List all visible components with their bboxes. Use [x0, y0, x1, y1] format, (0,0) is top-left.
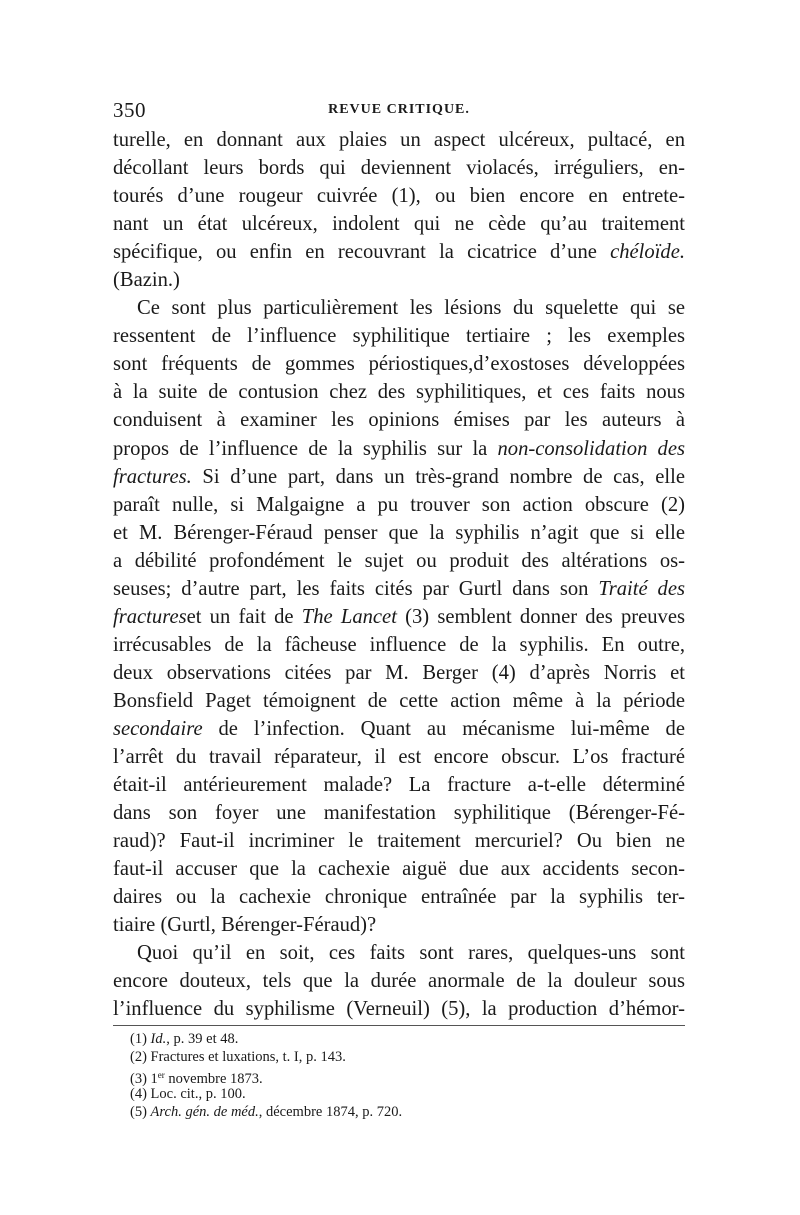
text-line: nant un état ulcéreux, indolent qui ne cède qu’au traitement [113, 213, 685, 236]
text-line: ressentent de l’influence syphilitique tertiaire ; les exemples [113, 325, 685, 348]
italic-term: secondaire [113, 717, 203, 740]
footnote-marker: (3) 1 [130, 1071, 158, 1088]
text-run: et un fait de [186, 605, 302, 628]
text-line: irrécusables de la fâcheuse influence de la syphilis. En outre, [113, 633, 685, 656]
footnote-2: (2) Fractures et luxations, t. I, p. 143. [130, 1049, 346, 1066]
text-line: Quoi qu’il en soit, ces faits sont rares, quelques-uns sont [137, 942, 685, 965]
text-line: Ce sont plus particulièrement les lésions du squelette qui se [137, 297, 685, 320]
running-title: REVUE CRITIQUE. [328, 102, 470, 117]
text-line: tiaire (Gurtl, Bérenger-Féraud)? [113, 914, 377, 937]
page-header [113, 98, 685, 122]
text-line: décollant leurs bords qui deviennent violacés, irréguliers, en- [113, 157, 685, 180]
text-line: l’arrêt du travail réparateur, il est encore obscur. L’os fracturé [113, 746, 685, 769]
text-line: dans son foyer une manifestation syphilitique (Bérenger-Fé- [113, 802, 685, 825]
italic-term: fractures [113, 605, 187, 628]
text-line: raud)? Faut-il incriminer le traitement mercuriel? Ou bien ne [113, 830, 685, 853]
italic-term: Id. [150, 1031, 167, 1047]
text-line: daires ou la cachexie chronique entraînée par la syphilis ter- [113, 886, 685, 909]
italic-term: The Lancet [301, 605, 397, 628]
text-run: Si d’une part, dans un très-grand nombre de cas, elle [191, 465, 685, 488]
body-text [113, 126, 685, 1024]
text-run: (3) semblent donner des preuves [396, 605, 685, 628]
text-line: et M. Bérenger-Féraud penser que la syphilis n’agit que si elle [113, 521, 685, 544]
text-line: sont fréquents de gommes périostiques,d’exostoses développées [113, 353, 685, 376]
text-line: à la suite de contusion chez des syphilitiques, et ces faits nous [113, 381, 685, 404]
text-line: (Bazin.) [113, 269, 180, 292]
superscript: er [157, 1070, 165, 1081]
italic-term: fractures. [113, 465, 192, 488]
text-line: paraît nulle, si Malgaigne a pu trouver son action obscure (2) [113, 493, 685, 516]
text-line: l’influence du syphilisme (Verneuil) (5), la production d’hémor- [113, 998, 685, 1021]
footnote-4: (4) Loc. cit., p. 100. [130, 1085, 246, 1102]
text-line: Bonsfield Paget témoignent de cette action même à la période [113, 689, 685, 712]
text-line: encore douteux, tels que la durée anormale de la douleur sous [113, 970, 685, 993]
page-number: 350 [113, 98, 146, 122]
footnote-1 [130, 1030, 670, 1048]
text-run: seuses; d’autre part, les faits cités par Gurtl dans son [113, 577, 599, 600]
text-line: a débilité profondément le sujet ou produit des altérations os- [113, 549, 685, 572]
text-line: faut-il accuser que la cachexie aiguë due aux accidents secon- [113, 858, 685, 881]
footnote-5 [130, 1103, 670, 1121]
footnote-divider [113, 1025, 685, 1026]
text-line [113, 238, 685, 266]
text-line [113, 575, 685, 603]
text-run: , décembre 1874, p. 720. [258, 1103, 403, 1120]
text-line: tourés d’une rougeur cuivrée (1), ou bien encore en entrete- [113, 185, 685, 208]
footnote-3 [130, 1066, 670, 1088]
text-line: était-il antérieurement malade? La fracture a-t-elle déterminé [113, 774, 685, 797]
text-run: de l’infection. Quant au mécanisme lui-même de [202, 717, 685, 740]
text-line [113, 603, 685, 631]
text-line [113, 715, 685, 743]
footnotes [130, 1030, 670, 1121]
text-run: novembre 1873. [164, 1071, 263, 1088]
italic-term: non-consolidation des [497, 437, 685, 460]
text-run: propos de l’influence de la syphilis sur la [113, 437, 498, 460]
text-line [113, 435, 685, 463]
text-line: deux observations citées par M. Berger (4) d’après Norris et [113, 661, 685, 684]
text-line [113, 463, 685, 491]
text-line: turelle, en donnant aux plaies un aspect ulcéreux, pultacé, en [113, 129, 685, 151]
text-line: conduisent à examiner les opinions émises par les auteurs à [113, 409, 685, 432]
italic-term: chéloïde. [610, 241, 685, 264]
italic-term: Arch. gén. de méd. [150, 1103, 259, 1120]
footnote-marker: (5) [130, 1103, 151, 1120]
text-run: , p. 39 et 48. [166, 1031, 239, 1047]
text-run: spécifique, ou enfin en recouvrant la cicatrice d’une [113, 241, 611, 264]
footnote-marker: (1) [130, 1031, 151, 1047]
italic-term: Traité des [598, 577, 686, 600]
